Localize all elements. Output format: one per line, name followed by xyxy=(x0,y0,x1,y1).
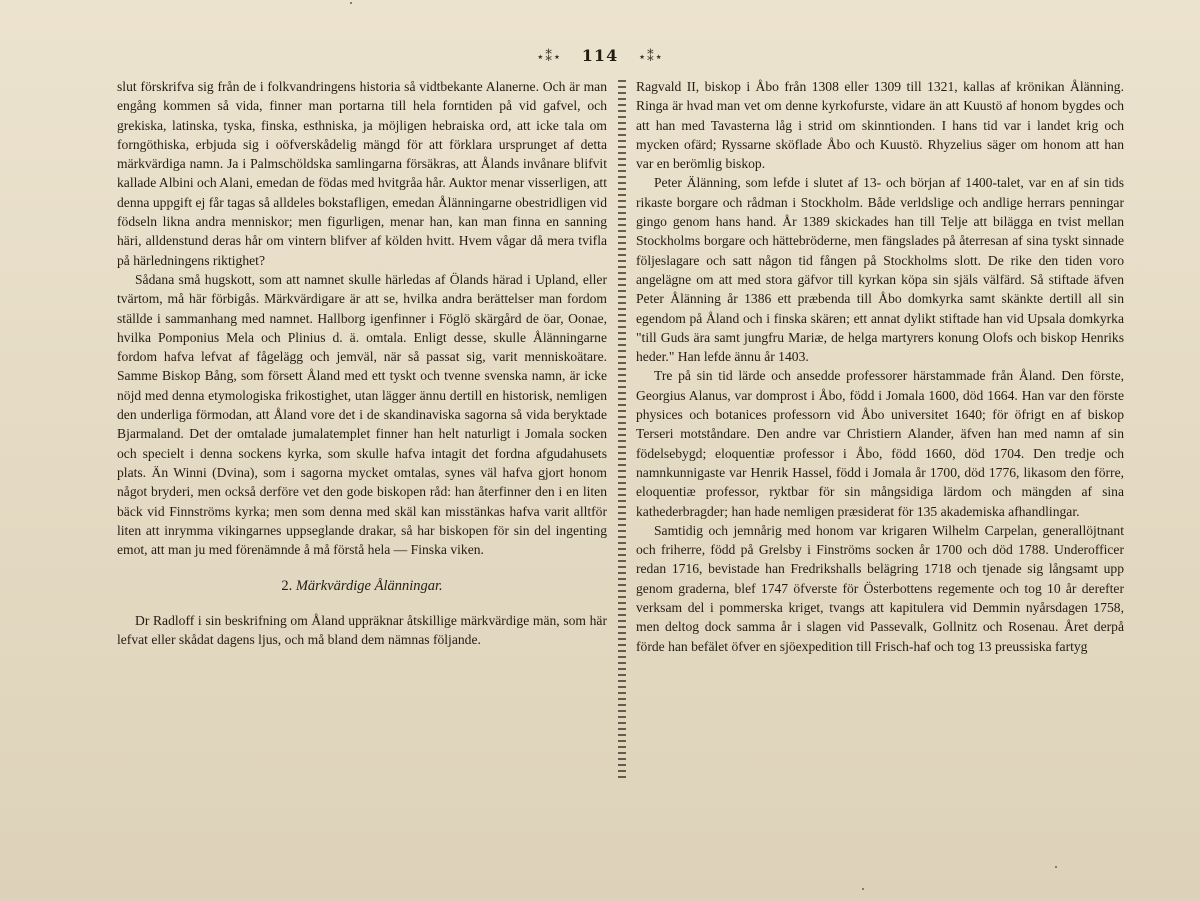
paragraph: Samtidig och jemnårig med honom var krigaren Wilhelm Carpelan, generallöjtnant och friherre, född på Grelsby i Finströms socken år 1700 och död 1788. Underofficer redan 1716, bevistade han Fredrikshalls belägring 1718 och tjenade sig långsamt upp genom graderna, blef 1747 öfverste för Österbottens regemente och tog 10 år derefter verksam del i pommerska kriget, tvangs att kapitulera vid Demmin nyårsdagen 1758, men deltog dock samma år i slagen vid Passevalk, Gollnitz och Rosenau. Året derpå förde han befälet öfver en sjöexpedition till Frisch-haf och tog 13 preussiska fartyg xyxy=(636,522,1124,654)
paper-speck xyxy=(862,888,864,890)
paragraph: slut förskrifva sig från de i folkvandringens historia så vidtbekante Alanerne. Och är man engång kommen så vida, finner man portarna till hela forntiden på vid gafvel, och grekiska, latinska, tyska, finska, esthniska, ja möjligen hebraiska ord, att icke tala om forngöthiska, erbjuda sig i oöfverskådelig mängd för att förklara ursprunget af detta märkvärdiga namn. Ja i Palmschöldska samlingarna försäkras, att Ålands invånare blifvit kallade Albini och Alani, emedan de födas med hvitgråa hår. Auktor menar visserligen, att denna uppgift ej får tagas så alldeles bokstafligen, emedan Ålänningarne obestridligen vid födseln likna andra menniskor; men figurligen, menar han, kan man finna en sanning häri, alldenstund deras hår om vintern blifver af kölden hvitt. Hvem vågar då mera tvifla på härledningens riktighet? xyxy=(117,79,607,268)
page-header xyxy=(0,46,1200,65)
section-number: 2. xyxy=(281,578,293,595)
page-number: 114 xyxy=(581,46,619,65)
paragraph: Peter Älänning, som lefde i slutet af 13- och början af 1400-talet, var en af sin tids rikaste borgare och rådman i Stockholm. Både verldslige och andlige herrars penningar gingo genom hans hand. År 1389 skickades han till Telje att bilägga en tvist mellan Stockholms borgare och hättebröderne, men fängslades på återresan af sina tyskt sinnade följeslagare och satt någon tid fången på Stockholms slott. De rike den tiden voro angelägne om att med stora gäfvor till kyrkan köpa sin själs välfärd. Så stiftade äfven Peter Ålänning år 1386 ett præbenda till Åbo domkyrka samt skänkte dertill all sin egendom på Åland och i finska skären; ett annat dylikt stiftade han vid Upsala domkyrka "till Guds ära samt jungfru Mariæ, de helga martyrers konung Olofs och biskop Henriks heder." Han lefde ännu år 1403. xyxy=(636,175,1124,365)
paragraph: Sådana små hugskott, som att namnet skulle härledas af Ölands härad i Upland, eller tvärtom, må här förbigås. Märkvärdigare är att se, hvilka andra berättelser man fordom ställde i sammanhang med namnet. Hallborg igenfinner i Föglö skärgård de öar, Oonae, hvilka Pomponius Mela och Plinius d. ä. omtala. Enligt desse, skulle Ålänningarne fordom hafva lefvat af fågelägg och jemväl, när så passat sig, varit menniskoätare. Samme Biskop Bång, som försett Åland med ett tyskt och tvenne svenska namn, är icke nöjd med denna etymologiska frikostighet, utan lägger ännu dertill en historisk, nemligen den underliga förmodan, att Åland vore det i de skandinaviska sagorna så vida beryktade Bjarmaland. Det der omtalade jumalatemplet finner han helt naturligt i Jomala socken och specielt i denna sockens kyrka, som skulle hafva intagit det fordna afgudahusets plats. Än Winni (Dvina), som i sagorna mycket omtalas, synes väl hafva gjort honom något bryderi, men också derföre vet den gode biskopen råd: han återfinner den i en liten bäck vid Finnströms kyrka; men som denna med skäl kan misstänkas hafva varit alltför liten att inrymma vikingarnes uppseglande drakar, så har biskopen för sin del ingenting emot, att man ju med förenämnde å må förstå hela — Finska viken. xyxy=(117,271,607,558)
section-heading xyxy=(117,577,607,596)
ornament-left-icon: ⋆⁑⋆ xyxy=(536,50,563,65)
paper-speck xyxy=(350,2,352,4)
right-column xyxy=(636,77,1124,656)
paragraph: Tre på sin tid lärde och ansedde professorer härstammade från Åland. Den förste, Georgius Alanus, var domprost i Åbo, född i Jomala 1600, död 1664. Han var den förste physices och botanices professorn vid Åbo universitet 1640; för öfrigt en af biskop Terseri motståndare. Den andre var Christiern Alander, äfven han med namn af sin födelsebygd; eloquentiæ professor i Åbo, född 1660, död 1704. Den tredje och namnkunnigaste var Henrik Hassel, född i Jomala år 1700, död 1776, likasom den förre, eloquentiæ professor, ryktbar för sin mångsidiga lärdom och mängden af sina kathederbragder; han hade nemligen præsiderat för 135 akademiska afhandlingar. xyxy=(636,368,1124,519)
ornament-right-icon: ⋆⁑⋆ xyxy=(637,50,664,65)
paragraph: Dr Radloff i sin beskrifning om Åland uppräknar åtskillige märkvärdige män, som här lefvat eller skådat dagens ljus, och må bland dem nämnas följande. xyxy=(117,612,607,648)
column-divider xyxy=(618,80,626,780)
left-column xyxy=(117,77,607,649)
paper-speck xyxy=(1055,866,1057,868)
paragraph: Ragvald II, biskop i Åbo från 1308 eller 1309 till 1321, kallas af krönikan Ålänning. Ringa är hvad man vet om denne kyrkofurste, vidare än att Kuustö af honom bygdes och att han med Tavasterna låg i strid om skinntionden. I hans tid var i landet krig och mycken ofärd; Ryssarne sköflade Åbo och Kuustö. Rhyzelius säger om honom att han var en berömlig biskop. xyxy=(636,79,1124,172)
section-title: Märkvärdige Ålänningar. xyxy=(295,578,443,595)
